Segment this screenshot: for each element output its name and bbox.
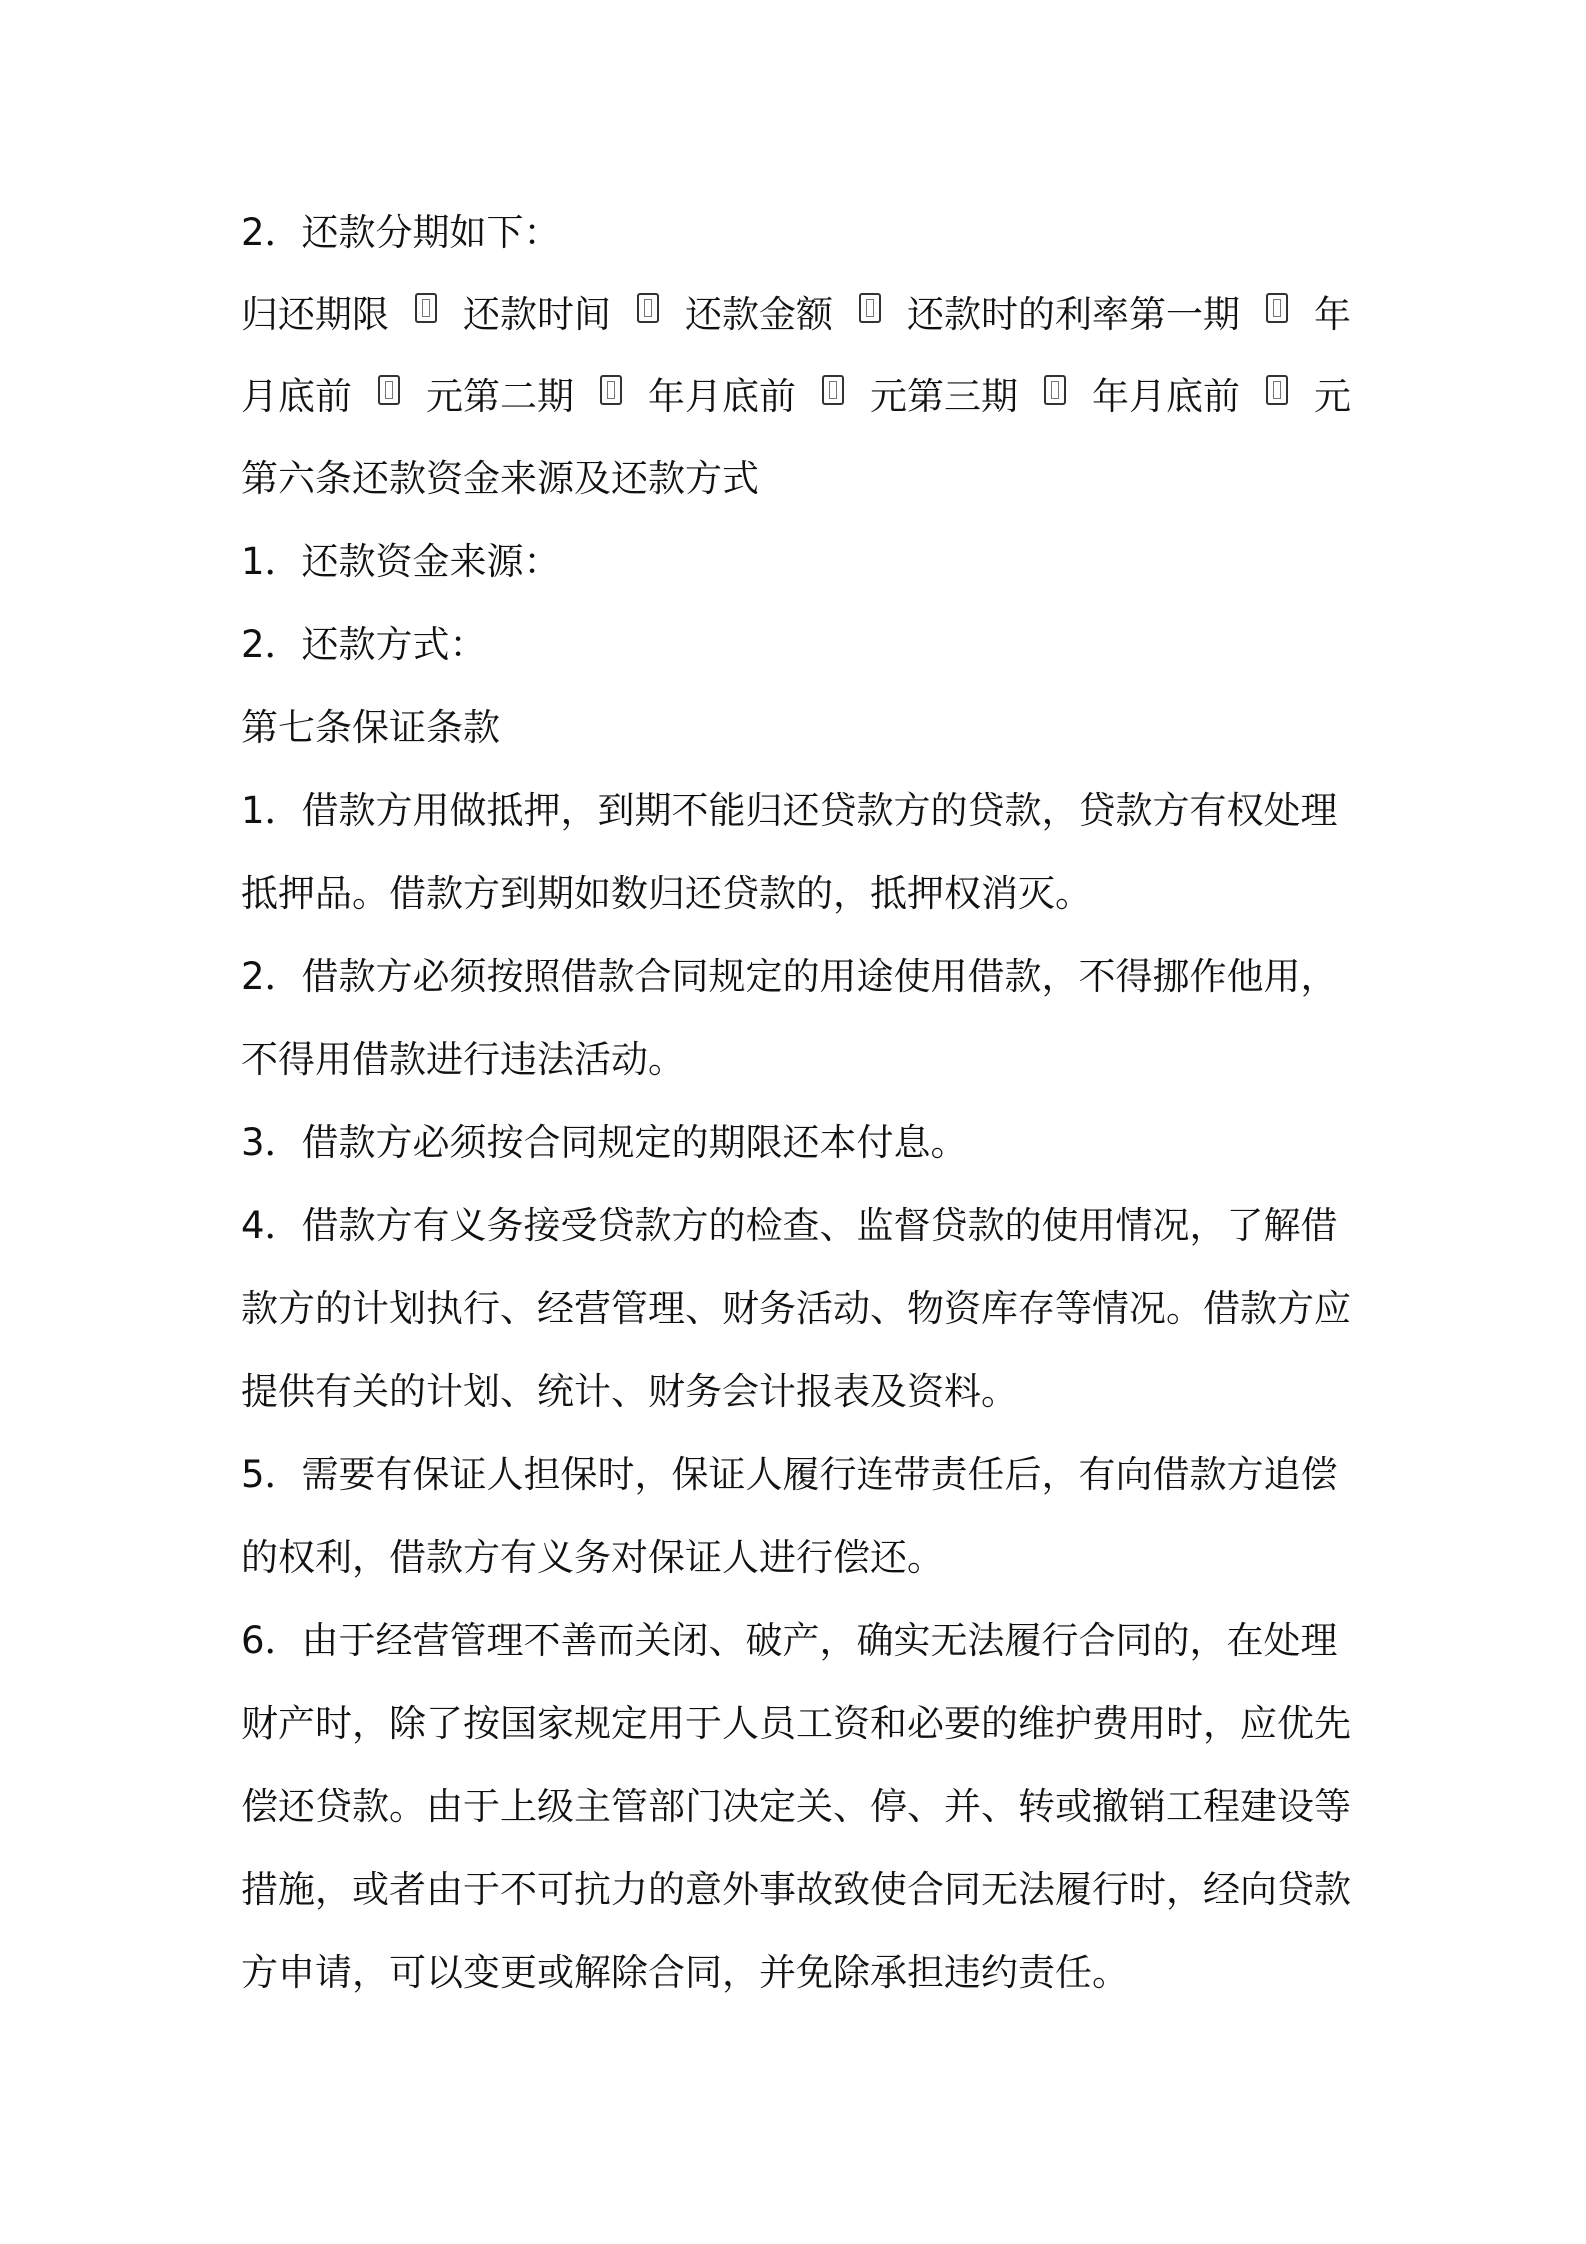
placeholder-box-icon <box>378 375 400 405</box>
placeholder-box-icon <box>1044 375 1066 405</box>
placeholder-box-icon <box>1266 293 1288 323</box>
placeholder-box-icon <box>822 375 844 405</box>
repayment-table-row-1 <box>241 290 1351 340</box>
paragraph-line: 的权利，借款方有义务对保证人进行偿还。 <box>241 1536 944 1579</box>
field-label: 年月底前 <box>648 375 796 418</box>
section-heading: 第六条还款资金来源及还款方式 <box>241 457 759 500</box>
placeholder-box-icon <box>859 293 881 323</box>
field-label: 还款金额 <box>685 293 833 336</box>
field-label: 月底前 <box>241 375 352 418</box>
paragraph-line: 2．还款方式： <box>241 623 487 666</box>
paragraph-line: 6．由于经营管理不善而关闭、破产，确实无法履行合同的，在处理 <box>241 1619 1338 1662</box>
repayment-table-row-2 <box>241 372 1351 422</box>
placeholder-box-icon <box>1266 375 1288 405</box>
field-label: 元第三期 <box>870 375 1018 418</box>
field-label: 还款时的利率第一期 <box>907 293 1240 336</box>
paragraph-line: 3．借款方必须按合同规定的期限还本付息。 <box>241 1121 968 1164</box>
paragraph-line: 1．还款资金来源： <box>241 540 561 583</box>
placeholder-box-icon <box>600 375 622 405</box>
field-label: 归还期限 <box>241 293 389 336</box>
placeholder-box-icon <box>415 293 437 323</box>
paragraph-line: 5．需要有保证人担保时，保证人履行连带责任后，有向借款方追偿 <box>241 1453 1338 1496</box>
paragraph-line: 偿还贷款。由于上级主管部门决定关、停、并、转或撤销工程建设等 <box>241 1785 1351 1828</box>
paragraph-line: 4．借款方有义务接受贷款方的检查、监督贷款的使用情况，了解借 <box>241 1204 1338 1247</box>
paragraph-line: 2．还款分期如下： <box>241 211 561 254</box>
paragraph-line: 2．借款方必须按照借款合同规定的用途使用借款，不得挪作他用， <box>241 955 1338 998</box>
paragraph-line: 提供有关的计划、统计、财务会计报表及资料。 <box>241 1370 1018 1413</box>
paragraph-line: 1．借款方用做抵押，到期不能归还贷款方的贷款，贷款方有权处理 <box>241 789 1338 832</box>
paragraph-line: 款方的计划执行、经营管理、财务活动、物资库存等情况。借款方应 <box>241 1287 1351 1330</box>
field-label: 元 <box>1314 375 1351 418</box>
field-label: 年月底前 <box>1092 375 1240 418</box>
placeholder-box-icon <box>637 293 659 323</box>
field-label: 元第二期 <box>426 375 574 418</box>
paragraph-line: 不得用借款进行违法活动。 <box>241 1038 685 1081</box>
paragraph-line: 财产时，除了按国家规定用于人员工资和必要的维护费用时，应优先 <box>241 1702 1351 1745</box>
paragraph-line: 措施，或者由于不可抗力的意外事故致使合同无法履行时，经向贷款 <box>241 1868 1351 1911</box>
field-label: 还款时间 <box>463 293 611 336</box>
paragraph-line: 抵押品。借款方到期如数归还贷款的，抵押权消灭。 <box>241 872 1092 915</box>
field-label: 年 <box>1314 293 1351 336</box>
section-heading: 第七条保证条款 <box>241 706 500 749</box>
paragraph-line: 方申请，可以变更或解除合同，并免除承担违约责任。 <box>241 1951 1129 1994</box>
